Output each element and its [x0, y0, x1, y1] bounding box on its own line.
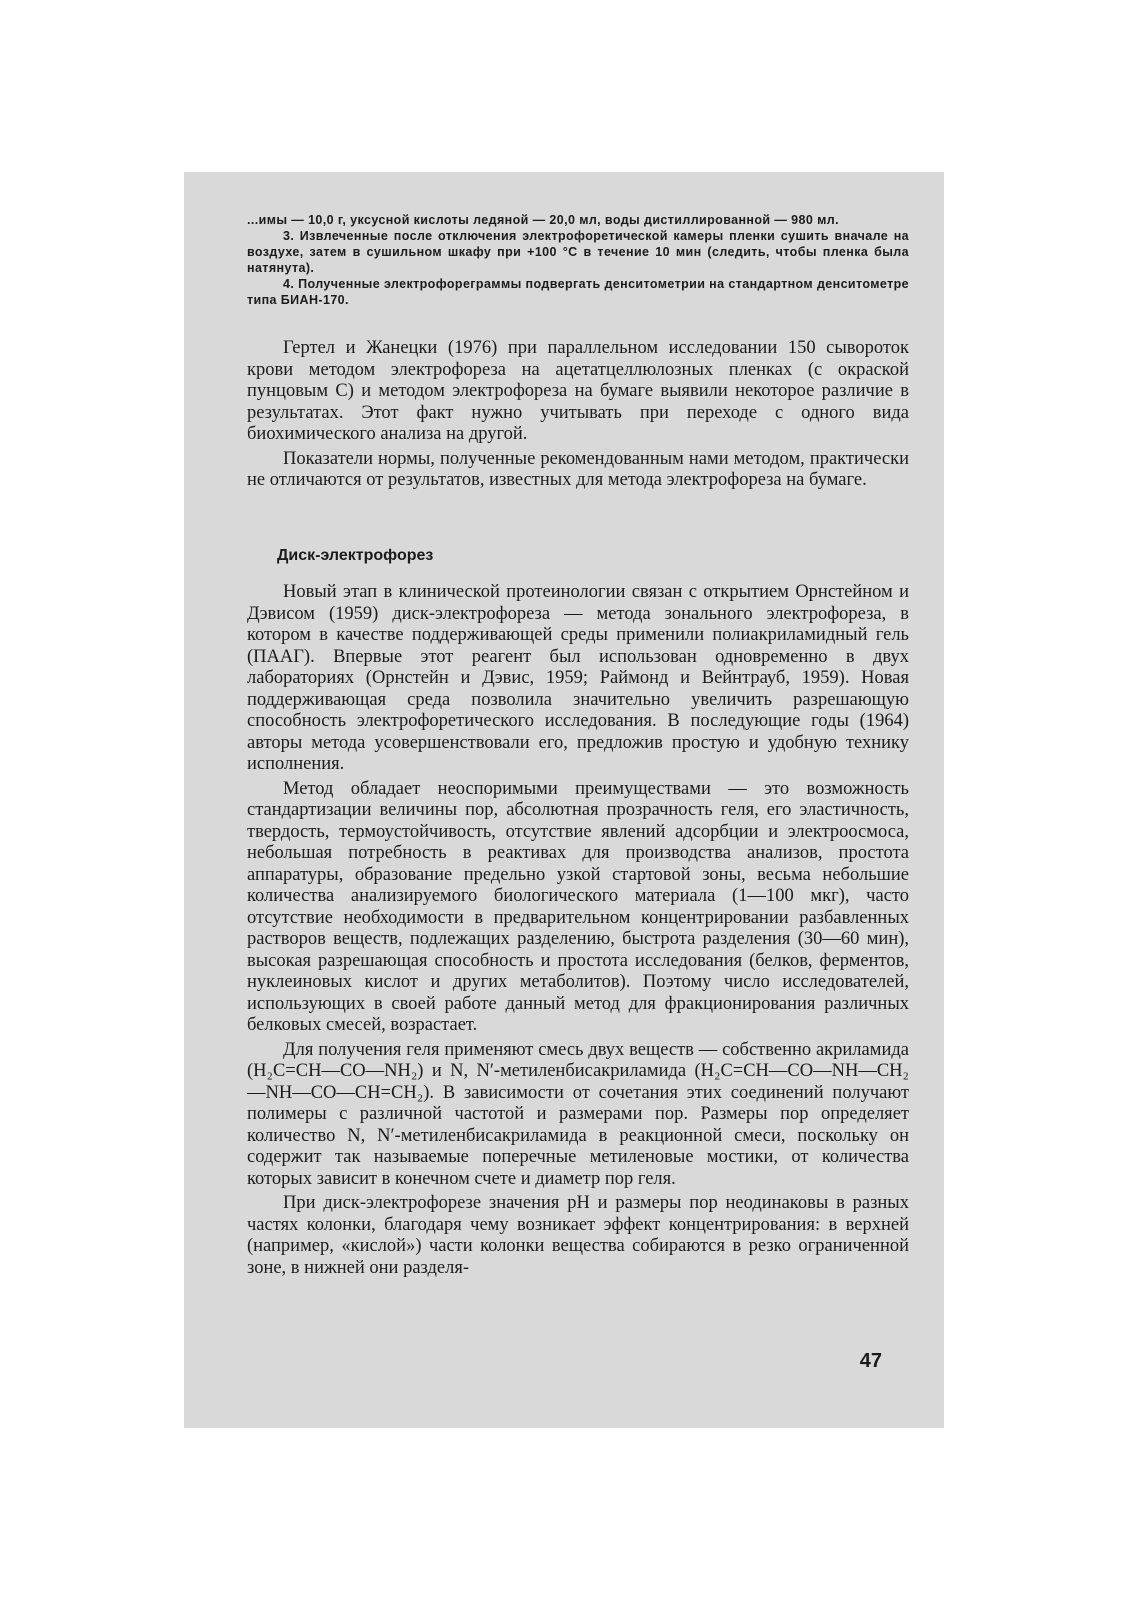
paragraph: Показатели нормы, полученные рекомендованным нами методом, практически не отличаются от результатов, известных для метода электрофореза на бумаге. — [247, 448, 909, 490]
note-3: 3. Извлеченные после отключения электрофоретической камеры пленки сушить вначале на воздухе, затем в сушильном шкафу при +100 °С в течение 10 мин (следить, чтобы пленка была натянута). — [247, 229, 909, 275]
paragraph: Новый этап в клинической протеинологии связан с открытием Орнстейном и Дэвисом (1959) диск-электрофореза — метода зонального электрофореза, в котором в качестве поддерживающей среды применили полиакриламидный гель (ПААГ). Впервые этот реагент был использован одновременно в двух лабораториях (Орнстейн и Дэвис, 1959; Раймонд и Вейнтрауб, 1959). Новая поддерживающая среда позволила значительно увеличить разрешающую способность электрофоретического исследования. В последующие годы (1964) авторы метода усовершенствовали его, предложив простую и удобную технику исполнения. — [247, 582, 909, 774]
paragraph: Метод обладает неоспоримыми преимуществами — это возможность стандартизации величины пор, абсолютная прозрачность геля, его эластичность, твердость, термоустойчивость, отсутствие явлений адсорбции и электроосмоса, небольшая потребность в реактивах для производства анализов, простота аппаратуры, образование предельно узкой стартовой зоны, весьма небольшие количества анализируемого биологического материала (1—100 мкг), часто отсутствие необходимости в предварительном концентрировании разбавленных растворов веществ, подлежащих разделению, быстрота разделения (30—60 мин), высокая разрешающая способность и простота исследования (белков, ферментов, нуклеиновых кислот и других метаболитов). Поэтому число исследователей, использующих в своей работе данный метод для фракционирования различных белковых смесей, возрастает. — [247, 778, 909, 1035]
paragraph: При диск-электрофорезе значения рН и размеры пор неодинаковы в разных частях колонки, благодаря чему возникает эффект концентрирования: в верхней (например, «кислой») части колонки вещества собираются в резко ограниченной зоне, в нижней они разделя- — [247, 1193, 909, 1278]
note-continuation: ...имы — 10,0 г, уксусной кислоты ледяной — 20,0 мл, воды дистиллированной — 980 мл. — [247, 213, 839, 227]
paragraph: Гертел и Жанецки (1976) при параллельном исследовании 150 сывороток крови методом электрофореза на ацетатцеллюлозных пленках (с окраской пунцовым С) и методом электрофореза на бумаге выявили некоторое различие в результатах. Этот факт нужно учитывать при переходе с одного вида биохимического анализа на другой. — [247, 338, 909, 444]
numbered-notes — [247, 212, 909, 308]
body-text-bottom — [247, 582, 909, 1282]
section-heading: Диск-электрофорез — [277, 547, 434, 564]
note-4: 4. Полученные электрофореграммы подвергать денситометрии на стандартном денситометре типа БИАН-170. — [247, 277, 909, 307]
body-text-top — [247, 338, 909, 495]
paragraph: Для получения геля применяют смесь двух веществ — собственно акриламида (H₂C=CH—CO—NH₂) и N, N′-метиленбисакриламида (H₂C=CH—CO—NH—CH₂—NH—CO—CH=CH₂). В зависимости от сочетания этих соединений получают полимеры с различной частотой и размерами пор. Размеры пор определяет количество N, N′-метиленбисакриламида в реакционной смеси, поскольку он содержит так называемые поперечные метиленовые мостики, от количества которых зависит в конечном счете и диаметр пор геля. — [247, 1039, 909, 1189]
page-number: 47 — [859, 1350, 882, 1372]
